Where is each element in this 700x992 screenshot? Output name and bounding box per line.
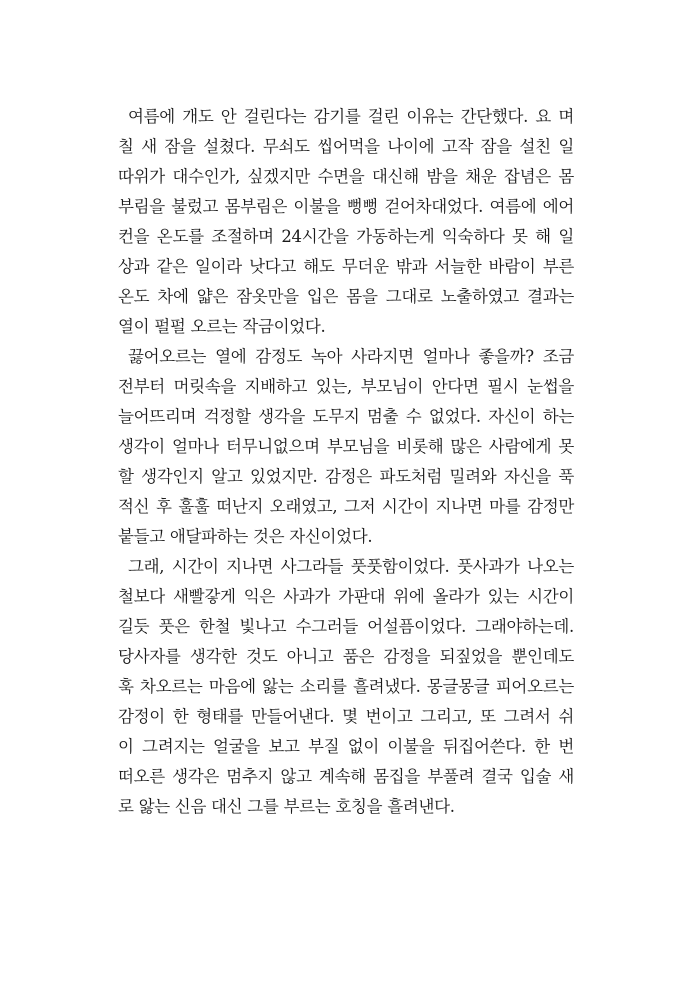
text-line: 적신 후 훌훌 떠난지 오래였고, 그저 시간이 지나면 마를 감정만 xyxy=(118,497,574,516)
text-line: 당사자를 생각한 것도 아니고 품은 감정을 되짚었을 뿐인데도 xyxy=(118,647,574,666)
text-line: 따위가 대수인가, 싶겠지만 수면을 대신해 밤을 채운 잡념은 몸 xyxy=(118,167,574,186)
text-line: 끓어오르는 열에 감정도 녹아 사라지면 얼마나 좋을까? 조금 xyxy=(128,347,574,366)
text-line: 떠오른 생각은 멈추지 않고 계속해 몸집을 부풀려 결국 입술 새 xyxy=(118,767,574,786)
text-line: 로 앓는 신음 대신 그를 부르는 호칭을 흘려낸다. xyxy=(118,797,455,816)
text-line: 컨을 온도를 조절하며 24시간을 가동하는게 익숙하다 못 해 일 xyxy=(118,227,574,246)
text-line: 이 그려지는 얼굴을 보고 부질 없이 이불을 뒤집어쓴다. 한 번 xyxy=(118,737,574,756)
text-line: 그래, 시간이 지나면 사그라들 풋풋함이었다. 풋사과가 나오는 xyxy=(128,557,574,576)
text-line: 여름에 개도 안 걸린다는 감기를 걸린 이유는 간단했다. 요 며 xyxy=(128,107,574,126)
text-line: 훅 차오르는 마음에 앓는 소리를 흘려냈다. 몽글몽글 피어오르는 xyxy=(118,677,574,696)
paragraph-3 xyxy=(118,552,574,822)
text-line: 상과 같은 일이라 낫다고 해도 무더운 밖과 서늘한 바람이 부른 xyxy=(118,257,574,276)
text-line: 전부터 머릿속을 지배하고 있는, 부모님이 안다면 필시 눈썹을 xyxy=(118,377,574,396)
text-line: 감정이 한 형태를 만들어낸다. 몇 번이고 그리고, 또 그려서 쉬 xyxy=(118,707,574,726)
text-line: 부림을 불렀고 몸부림은 이불을 뻥뻥 걷어차대었다. 여름에 에어 xyxy=(118,197,574,216)
text-line: 길듯 풋은 한철 빛나고 수그러들 어설픔이었다. 그래야하는데. xyxy=(118,617,574,636)
text-line: 생각이 얼마나 터무니없으며 부모님을 비롯해 많은 사람에게 못 xyxy=(118,437,574,456)
text-line: 철보다 새빨갛게 익은 사과가 가판대 위에 올라가 있는 시간이 xyxy=(118,587,574,606)
text-line: 칠 새 잠을 설쳤다. 무쇠도 씹어먹을 나이에 고작 잠을 설친 일 xyxy=(118,137,574,156)
body-text xyxy=(118,102,574,822)
text-line: 붙들고 애달파하는 것은 자신이었다. xyxy=(118,527,373,546)
text-line: 온도 차에 얇은 잠옷만을 입은 몸을 그대로 노출하였고 결과는 xyxy=(118,287,574,306)
paragraph-2 xyxy=(118,342,574,552)
text-line: 늘어뜨리며 걱정할 생각을 도무지 멈출 수 없었다. 자신이 하는 xyxy=(118,407,574,426)
text-line: 할 생각인지 알고 있었지만. 감정은 파도처럼 밀려와 자신을 푹 xyxy=(118,467,574,486)
paragraph-1 xyxy=(118,102,574,342)
text-line: 열이 펄펄 오르는 작금이었다. xyxy=(118,317,326,336)
